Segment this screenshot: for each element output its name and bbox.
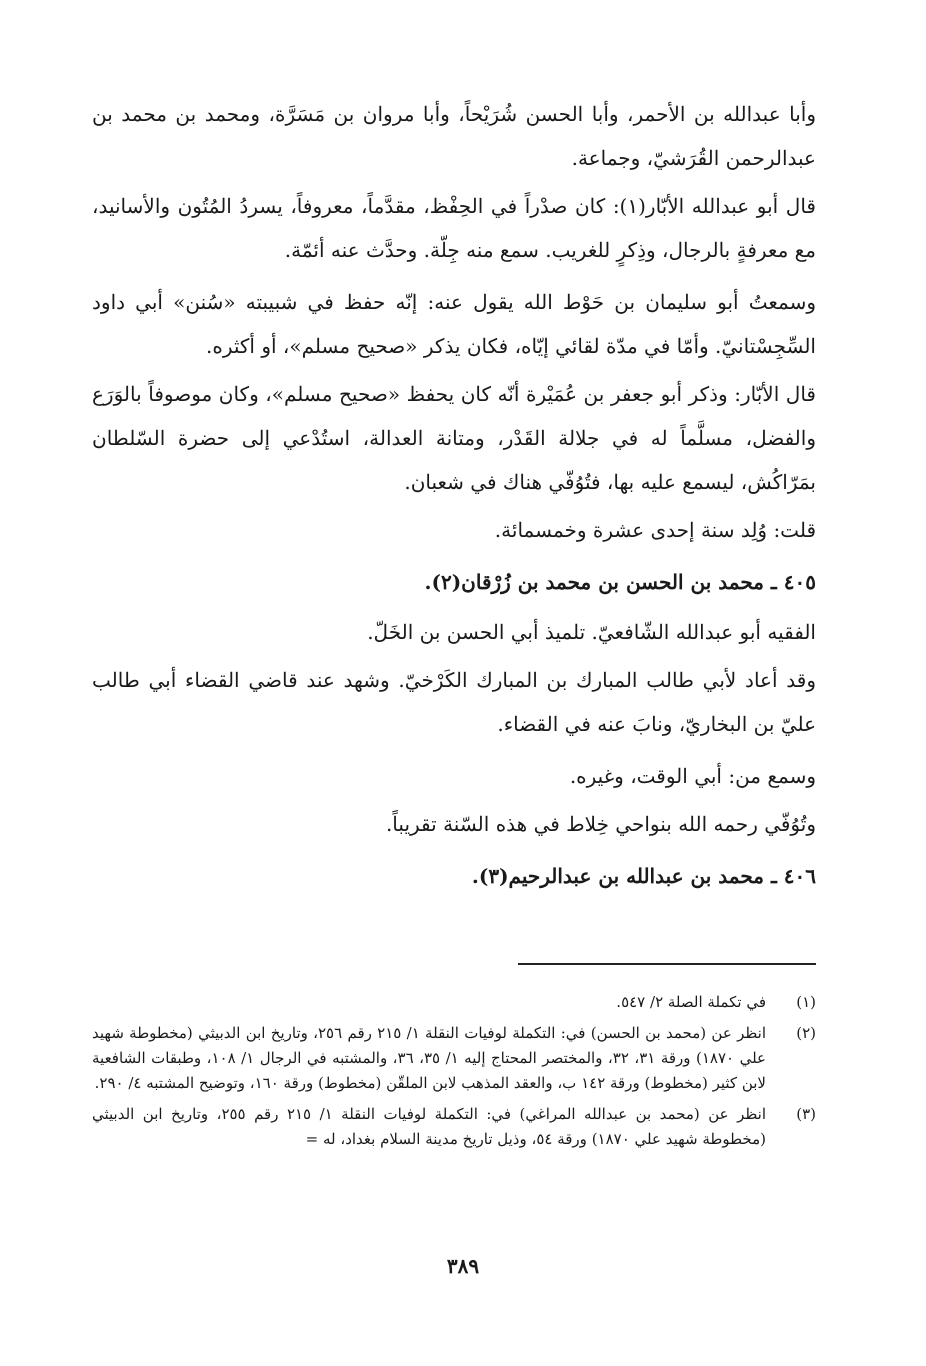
- footnote-separator: [518, 963, 816, 965]
- footnote-text: في تكملة الصلة ٢/ ٥٤٧.: [616, 993, 766, 1011]
- page-number: ٣٨٩: [446, 1254, 480, 1278]
- main-text: [92, 92, 816, 904]
- entry-405-paragraph-3: وسمع من: أبي الوقت، وغيره.: [569, 764, 816, 788]
- footnote-3: [92, 1102, 816, 1152]
- paragraph-5: قلت: وُلِد سنة إحدى عشرة وخمسمائة.: [494, 518, 816, 542]
- body-text: [92, 92, 816, 898]
- entry-405-paragraph-4: وتُوُفّي رحمه الله بنواحي خِلاط في هذه السّنة تقريباً.: [385, 812, 816, 836]
- entry-405-paragraph-1: الفقيه أبو عبدالله الشّافعيّ. تلميذ أبي الحسن بن الخَلّ.: [367, 620, 816, 644]
- footnote-number: (١): [796, 993, 816, 1011]
- footnote-text: انظر عن (محمد بن الحسن) في: التكملة لوفيات النقلة ١/ ٢١٥ رقم ٢٥٦، وتاريخ ابن الدبيثي (مخطوطة شهيد علي ١٨٧٠) ورقة ٣١، ٣٢، والمختصر المحتاج إليه ١/ ٣٥، ٣٦، والمشتبه في الرجال ١/ ١٠٨، وطبقات الشافعية لابن كثير (مخطوط) ورقة ١٤٢ ب، والعقد المذهب لابن الملقّن (مخطوط) ورقة ١٦٠، وتوضيح المشتبه ٤/ ٢٩٠.: [92, 1024, 767, 1092]
- footnote-text: انظر عن (محمد بن عبدالله المراغي) في: التكملة لوفيات النقلة ١/ ٢١٥ رقم ٢٥٥، وتاريخ ابن الدبيثي (مخطوطة شهيد علي ١٨٧٠) ورقة ٥٤، وذيل تاريخ مدينة السلام بغداد، له =: [92, 1105, 767, 1148]
- paragraph-4: قال الأبّار: وذكر أبو جعفر بن عُمَيْرة أنّه كان يحفظ «صحيح مسلم»، وكان موصوفاً بالوَرَع والفضل، مسلَّماً له في جلالة القَدْر، ومتانة العدالة، استُدْعي إلى حضرة السّلطان بمَرّاكُش، ليسمع عليه بها، فتُوُفّي هناك في شعبان.: [92, 382, 816, 494]
- paragraph-3: وسمعتُ أبو سليمان بن حَوْط الله يقول عنه: إنّه حفظ في شبيبته «سُنن» أبي داود السِّجِسْتانيّ. وأمّا في مدّة لقائي إيّاه، فكان يذكر «صحيح مسلم»، أو أكثره.: [92, 290, 816, 358]
- paragraph-1: وأبا عبدالله بن الأحمر، وأبا الحسن شُرَيْحاً، وأبا مروان بن مَسَرَّة، ومحمد بن محمد بن عبدالرحمن القُرَشيّ، وجماعة.: [92, 102, 816, 170]
- entry-405-heading: ٤٠٥ ـ محمد بن الحسن بن محمد بن زُرْقان(٢).: [424, 570, 816, 594]
- footnotes: [92, 990, 816, 1158]
- footnote-1: [92, 990, 816, 1015]
- paragraph-2: قال أبو عبدالله الأبّار(١): كان صدْراً في الحِفْظ، مقدَّماً، معروفاً، يسردُ المُتُون والأسانيد، مع معرفةٍ بالرجال، وذِكرٍ للغريب. سمع منه جِلّة. وحدَّث عنه أئمّة.: [92, 194, 816, 262]
- footnote-2: [92, 1021, 816, 1096]
- footnote-number: (٢): [796, 1024, 816, 1042]
- entry-406-heading: ٤٠٦ ـ محمد بن عبدالله بن عبدالرحيم(٣).: [471, 864, 816, 888]
- footnote-number: (٣): [796, 1105, 816, 1123]
- entry-405-paragraph-2: وقد أعاد لأبي طالب المبارك بن المبارك الكَرْخيّ. وشهد عند قاضي القضاء أبي طالب عليّ بن البخاريّ، ونابَ عنه في القضاء.: [92, 668, 816, 736]
